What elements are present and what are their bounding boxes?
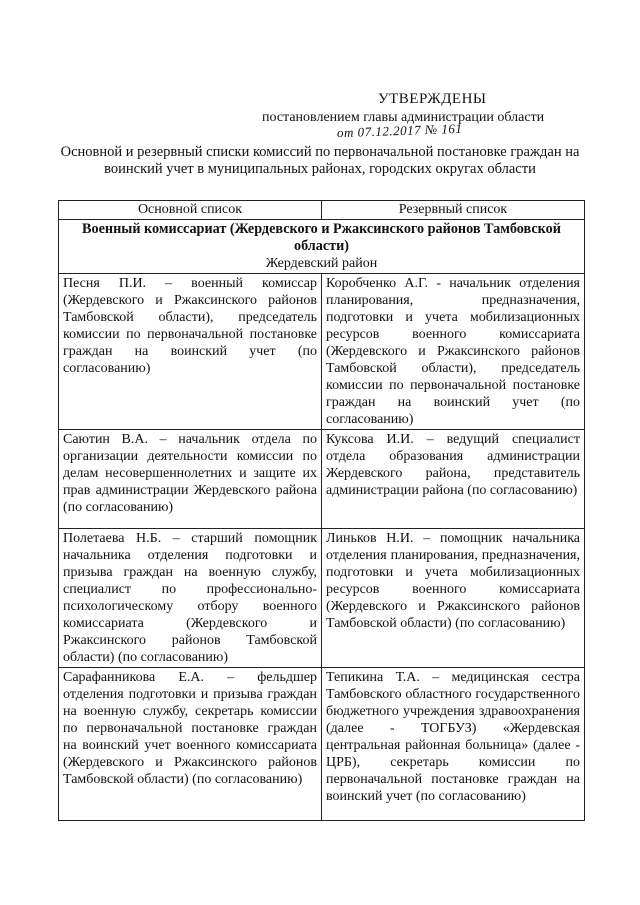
org-title: Военный комиссариат (Жердевского и Ржаксинского районов Тамбовской области)	[82, 221, 561, 254]
table-row	[59, 430, 585, 529]
reserve-member-cell: Линьков Н.И. – помощник начальника отделения планирования, предназначения, подготовки и учета мобилизационных ресурсов военного комиссариата (Жердевского и Ржаксинского районов Тамбовской области) (по согласованию)	[322, 529, 585, 668]
handwritten-date: от 07.12.2017 № 161	[336, 120, 463, 141]
main-member-cell: Полетаева Н.Б. – старший помощник начальника отделения подготовки и призыва граждан на военную службу, специалист по профессионально-психологическому отбору военного комиссариата (Жердевского и Ржаксинского районов Тамбовской области) (по согласованию)	[59, 529, 322, 668]
table-row	[59, 668, 585, 821]
reserve-member-cell: Коробченко А.Г. - начальник отделения планирования, предназначения, подготовки и учета мобилизационных ресурсов военного комиссариата (Жердевского и Ржаксинского районов Тамбовской области), председатель комиссии по первоначальной постановке граждан на воинский учет (по согласованию)	[322, 274, 585, 430]
decree-line: постановлением главы администрации области	[262, 110, 545, 125]
reserve-member-cell: Тепикина Т.А. – медицинская сестра Тамбовского областного государственного бюджетного учреждения здравоохранения (далее - ТОГБУЗ) «Жердевская центральная районная больница» (далее - ЦРБ), секретарь комиссии по первоначальной постановке граждан на воинский учет (по согласованию)	[322, 668, 585, 821]
column-header-reserve: Резервный список	[322, 201, 585, 220]
approved-heading: УТВЕРЖДЕНЫ	[378, 91, 487, 107]
main-member-cell: Песня П.И. – военный комиссар (Жердевского и Ржаксинского районов Тамбовской области), председатель комиссии по первоначальной постановке граждан на воинский учет (по согласованию)	[59, 274, 322, 430]
main-member-cell: Сарафанникова Е.А. – фельдшер отделения подготовки и призыва граждан на военную службу, секретарь комиссии по первоначальной постановке граждан на воинский учет военного комиссариата (Жердевского и Ржаксинского районов Тамбовской области) (по согласованию)	[59, 668, 322, 821]
reserve-member-cell: Куксова И.И. – ведущий специалист отдела образования администрации Жердевского района, представитель администрации района (по согласованию)	[322, 430, 585, 529]
table-row	[59, 274, 585, 430]
main-member-cell: Саютин В.А. – начальник отдела по организации деятельности комиссии по делам несовершеннолетних и защите их прав администрации Жердевского района (по согласованию)	[59, 430, 322, 529]
table-row	[59, 529, 585, 668]
column-header-main: Основной список	[59, 201, 322, 220]
document-title: Основной и резервный списки комиссий по первоначальной постановке граждан на воинский учет в муниципальных районах, городских округах области	[60, 144, 580, 177]
table-header-row	[59, 201, 585, 220]
org-row	[59, 220, 585, 274]
org-cell	[59, 220, 585, 274]
district-name: Жердевский район	[265, 256, 378, 271]
commission-lists-table	[58, 200, 585, 821]
